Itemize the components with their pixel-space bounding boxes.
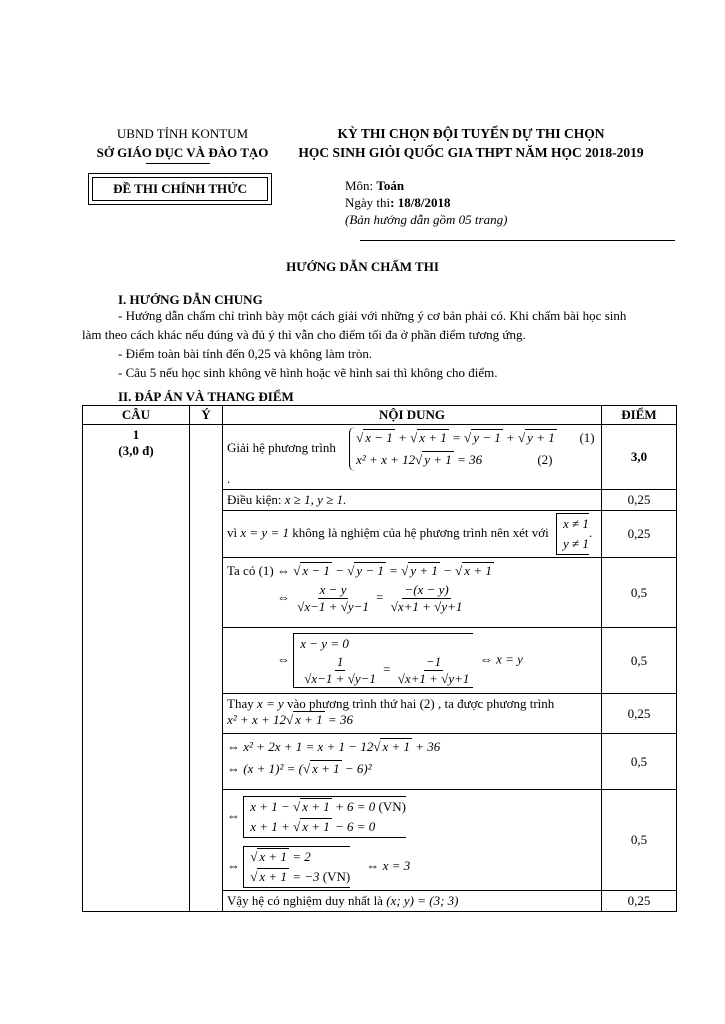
province-name: UBND TỈNH KONTUM: [116, 126, 249, 141]
row-text: Ta có: [227, 563, 256, 578]
content-cell: Vậy hệ có nghiệm duy nhất là (x; y) = (3; 3): [223, 891, 602, 912]
table-header-row: [83, 406, 677, 425]
subject-line: [345, 177, 507, 194]
col-header-score: ĐIỂM: [602, 406, 677, 425]
score-cell: 0,5: [602, 628, 677, 694]
row-text-2: vào phương trình thứ hai (2) , ta được phương trình: [287, 696, 555, 711]
document-title: HƯỚNG DẪN CHẤM THI: [286, 259, 439, 274]
score-cell: 0,5: [602, 790, 677, 891]
exam-title-line2: HỌC SINH GIỎI QUỐC GIA THPT NĂM HỌC 2018-2019: [298, 145, 644, 160]
section1-heading: I. HƯỚNG DẪN CHUNG: [118, 292, 263, 307]
col-header-part: Ý: [190, 406, 223, 425]
case-bracket: x − y = 0 $\frac{1}{√x-1 + √y-1}$ = $\frac{-1}{√x+1 + √y+1}$: [293, 633, 473, 688]
table-row: [83, 425, 677, 490]
date-label: Ngày thi: [345, 195, 391, 210]
col-header-question: CÂU: [83, 406, 190, 425]
row-text: vì: [227, 524, 238, 540]
col-header-content: NỘI DUNG: [223, 406, 602, 425]
date-value: : 18/8/2018: [390, 195, 451, 210]
content-cell: ⇔ x − y = 0 $\frac{1}{√x-1 + √y-1}$ = $\frac{-1}{√x+1 + √y+1}$ ⇔ x = y: [223, 628, 602, 694]
date-line: [345, 194, 507, 211]
content-cell: Thay x = y vào phương trình thứ hai (2) , ta được phương trình x² + x + 12√ x + 1 = 36: [223, 694, 602, 734]
header-left: [80, 124, 285, 162]
equation-system: √ x − 1 + √ x + 1 = √ y − 1 + √ y + 1 (1) x² + x + 12√ y + 1 = 36 (2): [349, 427, 595, 471]
content-cell: Giải hệ phương trình √ x − 1 + √ x + 1 = √ y − 1 + √ y + 1 (1) x² + x + 12√ y + 1 = 36 (2) .: [223, 425, 602, 490]
content-cell: ⇔ x² + 2x + 1 = x + 1 − 12√ x + 1 + 36 ⇔ (x + 1)² = (√ x + 1 − 6)²: [223, 734, 602, 790]
row-text: Điều kiện:: [227, 492, 282, 507]
row-text: Thay: [227, 696, 254, 711]
department-name: SỞ GIÁO DỤC VÀ ĐÀO TẠO: [96, 145, 269, 160]
subject-label: Môn:: [345, 178, 377, 193]
case-bracket: √ x + 1 = 2 √ x + 1 = −3 (VN): [243, 846, 350, 888]
guideline-1-cont: làm theo cách khác nếu đúng và đủ ý thì vẫn cho điểm tối đa ở phần điểm tương ứng.: [82, 327, 526, 342]
official-exam-label: ĐỀ THI CHÍNH THỨC: [113, 181, 247, 196]
score-cell: 3,0: [602, 425, 677, 490]
header-divider: [360, 240, 675, 241]
exam-meta: [345, 177, 507, 228]
section2-heading: II. ĐÁP ÁN VÀ THANG ĐIỂM: [118, 389, 294, 404]
score-cell: 0,25: [602, 490, 677, 511]
pages-note: (Bản hướng dẫn gồm 05 trang): [345, 212, 508, 227]
guideline-1: - Hướng dẫn chấm chỉ trình bày một cách giải với những ý cơ bản phải có. Khi chấm bài học sinh: [118, 308, 627, 323]
answer-table: [82, 405, 677, 912]
official-exam-box: [88, 173, 272, 205]
question-cell: [83, 425, 190, 912]
question-points: (3,0 đ): [118, 443, 154, 458]
score-cell: 0,25: [602, 511, 677, 558]
exam-title-line1: KỲ THI CHỌN ĐỘI TUYỂN DỰ THI CHỌN: [337, 126, 605, 141]
case-bracket: x + 1 − √ x + 1 + 6 = 0 (VN) x + 1 + √ x + 1 − 6 = 0: [243, 796, 406, 838]
score-cell: 0,25: [602, 694, 677, 734]
subject-value: Toán: [376, 178, 405, 193]
score-cell: 0,5: [602, 734, 677, 790]
score-cell: 0,5: [602, 558, 677, 628]
header-underline: [146, 163, 210, 164]
row-text-2: không là nghiệm của hệ phương trình nên xét với: [292, 524, 549, 540]
row-text: Vậy hệ có nghiệm duy nhất là: [227, 893, 383, 908]
question-number: 1: [132, 427, 140, 442]
part-cell: [190, 425, 223, 912]
content-cell: Ta có (1) ⇔ √ x − 1 − √ y − 1 = √ y + 1 − √ x + 1 ⇔ $\frac{x - y}{√x-1 + √y-1}$ = $\frac{-(x - y)}{√x+1 + √y+1}$: [223, 558, 602, 628]
guideline-2: - Điểm toàn bài tính đến 0,25 và không làm tròn.: [118, 346, 373, 361]
content-cell: vì x = y = 1 không là nghiệm của hệ phương trình nên xét với x ≠ 1 y ≠ 1.: [223, 511, 602, 558]
guideline-3: - Câu 5 nếu học sinh không vẽ hình hoặc vẽ hình sai thì không cho điểm.: [118, 365, 498, 380]
row-text: Giải hệ phương trình: [227, 439, 336, 455]
score-cell: 0,25: [602, 891, 677, 912]
header-right: [285, 124, 657, 162]
condition-bracket: x ≠ 1 y ≠ 1: [556, 513, 589, 555]
content-cell: ⇔ x + 1 − √ x + 1 + 6 = 0 (VN) x + 1 + √ x + 1 − 6 = 0 ⇔ √ x + 1 = 2 √ x + 1 = −3 (VN) ⇔ x = 3: [223, 790, 602, 891]
no-solution-label: (VN): [378, 799, 406, 814]
content-cell: Điều kiện: x ≥ 1, y ≥ 1.: [223, 490, 602, 511]
